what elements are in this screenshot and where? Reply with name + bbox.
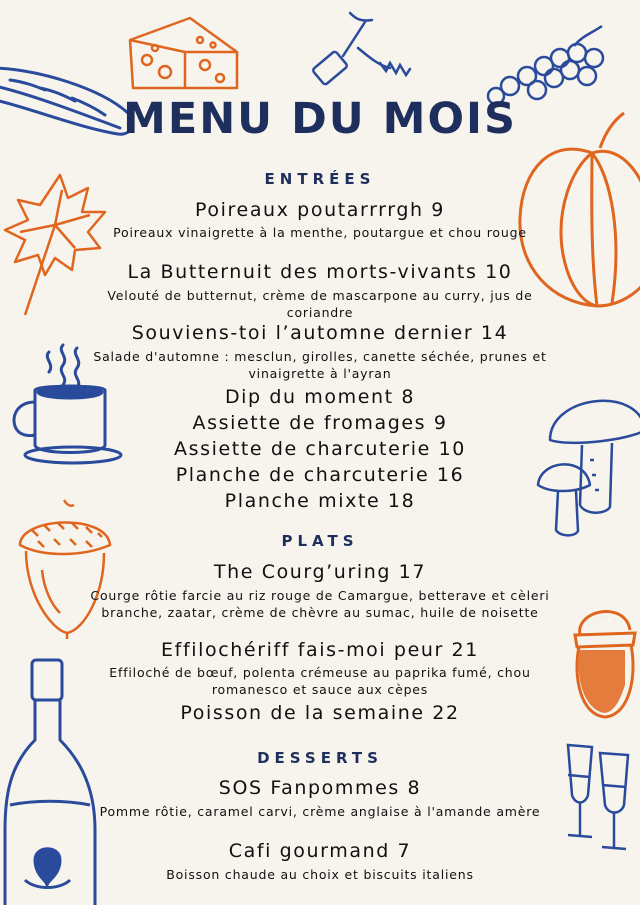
- menu-item-name: Planche mixte 18: [224, 490, 416, 512]
- section-heading-desserts: DESSERTS: [257, 749, 383, 767]
- menu-item-name: Poisson de la semaine 22: [180, 702, 460, 724]
- menu-item-name: Dip du moment 8: [224, 386, 416, 408]
- menu-item-description: Effiloché de bœuf, polenta crémeuse au paprika fumé, chou romanesco et sauce aux cèpes: [109, 665, 531, 697]
- corkscrew-icon: [310, 8, 420, 93]
- menu-item-description: Boisson chaude au choix et biscuits italiens: [166, 867, 474, 882]
- menu-item-name: Effilochériff fais-moi peur 21: [161, 639, 479, 661]
- menu-item-name: The Courg’uring 17: [213, 561, 427, 583]
- menu-item-description: Poireaux vinaigrette à la menthe, poutargue et chou rouge: [113, 225, 527, 240]
- menu-item-name: Assiette de fromages 9: [192, 412, 448, 434]
- salt-shaker-icon: [565, 605, 640, 725]
- menu-title: MENU DU MOIS: [123, 94, 517, 144]
- menu-item-name: Souviens-toi l’automne dernier 14: [131, 322, 509, 344]
- menu-item-description: Courge rôtie farcie au riz rouge de Camargue, betterave et cèleri branche, zaatar, crème de chèvre au sumac, huile de noisette: [90, 588, 550, 620]
- menu-item-description: Velouté de butternut, crème de mascarpone au curry, jus de coriandre: [107, 288, 533, 320]
- menu-item-description: Salade d'automne : mesclun, girolles, canette séchée, prunes et vinaigrette à l'ayran: [93, 349, 547, 381]
- menu-item-description: Pomme rôtie, caramel carvi, crème anglaise à l'amande amère: [99, 804, 541, 819]
- section-heading-plats: PLATS: [281, 532, 359, 550]
- cheese-icon: [125, 10, 245, 95]
- menu-item-name: La Butternuit des morts-vivants 10: [127, 261, 513, 283]
- menu-item-name: Planche de charcuterie 16: [175, 464, 465, 486]
- menu-item-name: Poireaux poutarrrrgh 9: [195, 199, 445, 221]
- menu-item-name: SOS Fanpommes 8: [218, 777, 422, 799]
- menu-item-name: Assiette de charcuterie 10: [174, 438, 466, 460]
- section-heading-entrees: ENTRÉES: [264, 170, 376, 188]
- menu-item-name: Cafi gourmand 7: [228, 840, 412, 862]
- mushroom-icon: [530, 385, 640, 545]
